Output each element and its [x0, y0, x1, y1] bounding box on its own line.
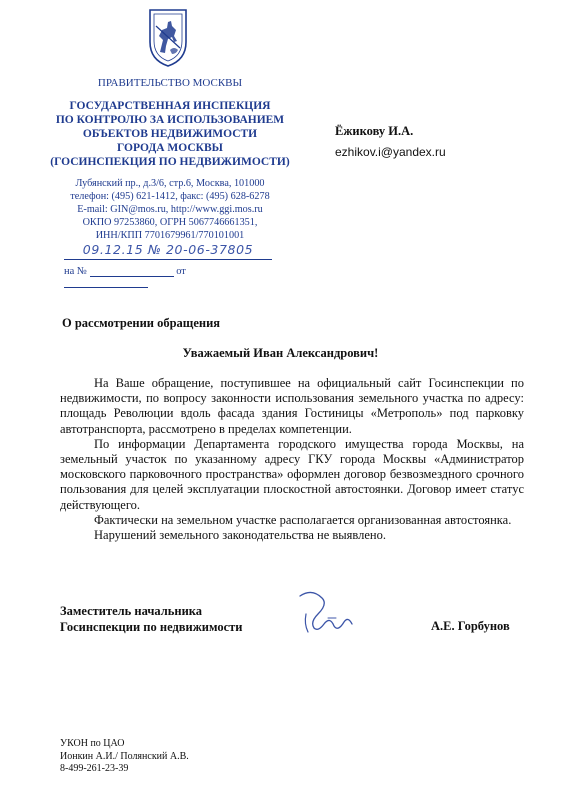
in-reply-date-blank — [64, 277, 148, 288]
executor-department: УКОН по ЦАО — [60, 738, 125, 749]
contact-email: E-mail: GIN@mos.ru, http://www.ggi.mos.ru — [77, 204, 263, 215]
body-paragraph: На Ваше обращение, поступившее на официальный сайт Госинспекции по недвижимости, по вопросу законности использования земельного участка по адресу: площадь Революции вдоль фасада здания Гостиницы «Метрополь» под парковку автотранспорта, рассмотрено в пределах компетенции. — [60, 376, 524, 436]
contact-inn: ИНН/КПП 7701679961/770101001 — [95, 230, 245, 241]
executor-phone: 8-499-261-23-39 — [60, 763, 129, 774]
executor-names: Ионкин А.И./ Полянский А.В. — [60, 750, 189, 762]
body-paragraph: Нарушений земельного законодательства не выявлено. — [94, 528, 386, 543]
org-line: (ГОСИНСПЕКЦИЯ ПО НЕДВИЖИМОСТИ) — [50, 156, 290, 168]
signatory-name: А.Е. Горбунов — [431, 619, 510, 633]
org-line: ПО КОНТРОЛЮ ЗА ИСПОЛЬЗОВАНИЕМ — [55, 114, 285, 126]
signatory-title-line: Заместитель начальника — [60, 604, 203, 618]
in-reply-from: от — [176, 266, 186, 277]
outgoing-underline — [64, 259, 272, 260]
in-reply-field — [64, 266, 272, 288]
outgoing-number-field — [64, 240, 272, 260]
organization-name — [30, 99, 310, 169]
contact-okpo: ОКПО 97253860, ОГРН 5067746661351, — [82, 217, 258, 228]
handwritten-signature — [292, 588, 364, 636]
government-name: ПРАВИТЕЛЬСТВО МОСКВЫ — [97, 77, 243, 89]
outgoing-number: 09.12.15 № 20-06-37805 — [82, 242, 254, 257]
contact-address: Лубянский пр., д.3/6, стр.6, Москва, 101000 — [75, 178, 265, 189]
letter-body — [60, 376, 524, 543]
org-line: ГОСУДАРСТВЕННАЯ ИНСПЕКЦИЯ — [69, 100, 271, 112]
org-line: ОБЪЕКТОВ НЕДВИЖИМОСТИ — [82, 128, 258, 140]
signatory-title-line: Госинспекции по недвижимости — [60, 620, 243, 634]
recipient-name: Ёжикову И.А. — [335, 124, 414, 138]
in-reply-number-blank — [90, 266, 174, 277]
org-line: ГОРОДА МОСКВЫ — [117, 142, 223, 154]
body-paragraph: По информации Департамента городского имущества города Москвы, на земельный участок по указанному адресу ГКУ города Москвы «Администратор московского парковочного пространства» оформлен договор безвозмездного срочного пользования для целей эксплуатации плоскостной автостоянки. Договор имеет статус действующего. — [60, 436, 524, 512]
letter-subject: О рассмотрении обращения — [62, 316, 221, 330]
organization-contacts — [30, 177, 310, 242]
letter-greeting: Уважаемый Иван Александрович! — [182, 346, 379, 360]
body-paragraph: Фактически на земельном участке располагается организованная автостоянка. — [94, 512, 512, 527]
executor-info — [60, 738, 189, 776]
signatory-title — [60, 603, 242, 635]
in-reply-prefix: на № — [64, 266, 87, 277]
contact-phone: телефон: (495) 621-1412, факс: (495) 628-6278 — [70, 191, 270, 202]
moscow-coat-of-arms-icon — [146, 6, 190, 68]
recipient-email: ezhikov.i@yandex.ru — [335, 145, 446, 159]
